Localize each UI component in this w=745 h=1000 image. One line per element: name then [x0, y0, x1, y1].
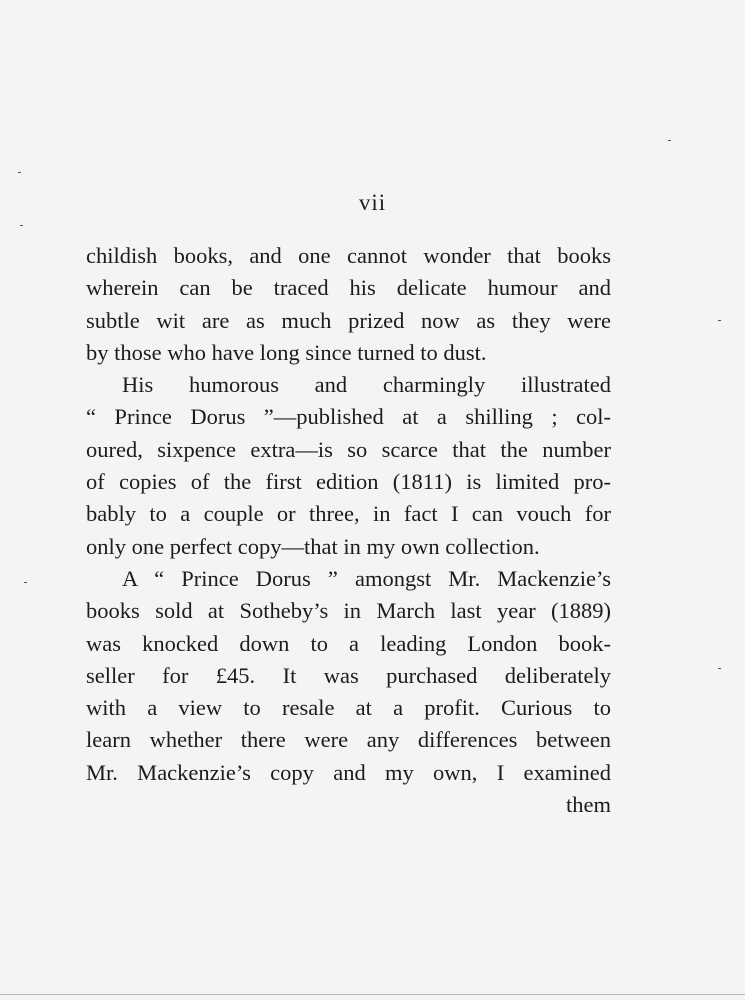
text-line: childish books, and one cannot wonder that books: [86, 243, 611, 268]
text-line: subtle wit are as much prized now as they were: [86, 307, 611, 333]
text-line: seller for £45. It was purchased deliberately: [86, 662, 611, 688]
page-number: vii: [358, 190, 387, 215]
text-line: oured, sixpence extra—is so scarce that the number: [86, 436, 611, 462]
text-line: with a view to resale at a profit. Curious to: [86, 695, 611, 721]
text-line: His humorous and charmingly illustrated: [122, 372, 611, 398]
text-line: Mr. Mackenzie’s copy and my own, I examined: [86, 759, 611, 785]
scan-speck: [718, 668, 721, 669]
text-line: was knocked down to a leading London book-: [86, 630, 611, 656]
text-line: bably to a couple or three, in fact I can vouch for: [86, 501, 611, 527]
text-line: A “ Prince Dorus ” amongst Mr. Mackenzie’s: [122, 565, 611, 591]
text-line: of copies of the first edition (1811) is limited pro-: [86, 469, 611, 495]
scan-speck: [18, 172, 21, 173]
text-line: books sold at Sotheby’s in March last year (1889): [86, 598, 611, 624]
page-bottom-edge: [0, 994, 745, 995]
scan-speck: [668, 140, 671, 141]
text-line: wherein can be traced his delicate humour and: [86, 275, 611, 301]
scan-speck: [20, 225, 23, 226]
scan-speck: [718, 320, 721, 321]
text-line: learn whether there were any differences between: [86, 727, 611, 753]
scan-speck: [24, 582, 27, 583]
body-text: [86, 240, 611, 821]
text-line: only one perfect copy—that in my own collection.: [86, 533, 540, 559]
text-line: “ Prince Dorus ”—published at a shilling ; col-: [86, 404, 611, 430]
catchword: them: [566, 792, 611, 818]
text-line: by those who have long since turned to dust.: [86, 339, 487, 365]
